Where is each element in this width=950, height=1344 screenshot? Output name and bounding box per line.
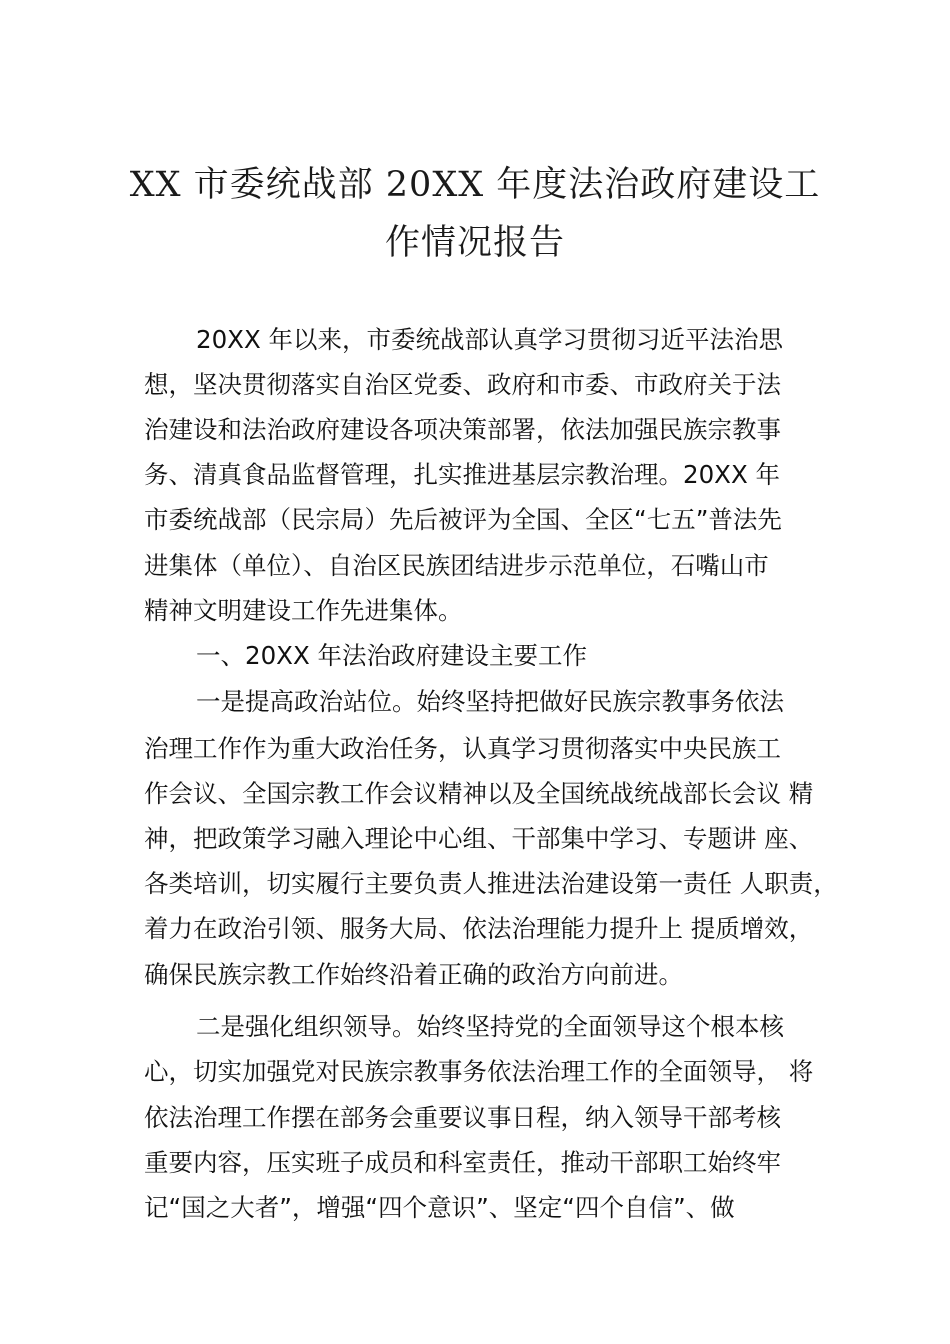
body-line: 心，切实加强党对民族宗教事务依法治理工作的全面领导， 将	[144, 1057, 814, 1086]
body-line: 进集体（单位）、自治区民族团结进步示范单位，石嘴山市	[144, 551, 769, 580]
body-line: 神，把政策学习融入理论中心组、干部集中学习、专题讲 座、	[144, 824, 814, 853]
body-line: 治理工作作为重大政治任务，认真学习贯彻落实中央民族工	[144, 734, 781, 763]
body-line: 确保民族宗教工作始终沿着正确的政治方向前进。	[144, 960, 683, 989]
body-line: 务、清真食品监督管理，扎实推进基层宗教治理。20XX 年	[144, 460, 781, 489]
body-line: 重要内容，压实班子成员和科室责任，推动干部职工始终牢	[144, 1148, 781, 1177]
document-title-line-1: XX 市委统战部 20XX 年度法治政府建设工	[129, 165, 821, 205]
body-line: 作会议、全国宗教工作会议精神以及全国统战统战部长会议 精	[144, 779, 814, 808]
body-line: 一是提高政治站位。始终坚持把做好民族宗教事务依法	[196, 687, 784, 716]
body-line: 市委统战部（民宗局）先后被评为全国、全区“七五”普法先	[144, 505, 782, 534]
body-line: 精神文明建设工作先进集体。	[144, 596, 463, 625]
body-line: 20XX 年以来，市委统战部认真学习贯彻习近平法治思	[196, 325, 784, 354]
section-heading: 一、20XX 年法治政府建设主要工作	[196, 641, 588, 670]
body-line: 着力在政治引领、服务大局、依法治理能力提升上 提质增效，	[144, 914, 814, 943]
body-line: 二是强化组织领导。始终坚持党的全面领导这个根本核	[196, 1012, 784, 1041]
body-line: 依法治理工作摆在部务会重要议事日程，纳入领导干部考核	[144, 1103, 781, 1132]
body-line: 治建设和法治政府建设各项决策部署，依法加强民族宗教事	[144, 415, 781, 444]
body-line: 各类培训，切实履行主要负责人推进法治建设第一责任 人职责，	[144, 869, 838, 898]
body-line: 记“国之大者”，增强“四个意识”、坚定“四个自信”、做	[144, 1193, 735, 1222]
body-line: 想，坚决贯彻落实自治区党委、政府和市委、市政府关于法	[144, 370, 781, 399]
document-title-line-2: 作情况报告	[384, 223, 565, 263]
